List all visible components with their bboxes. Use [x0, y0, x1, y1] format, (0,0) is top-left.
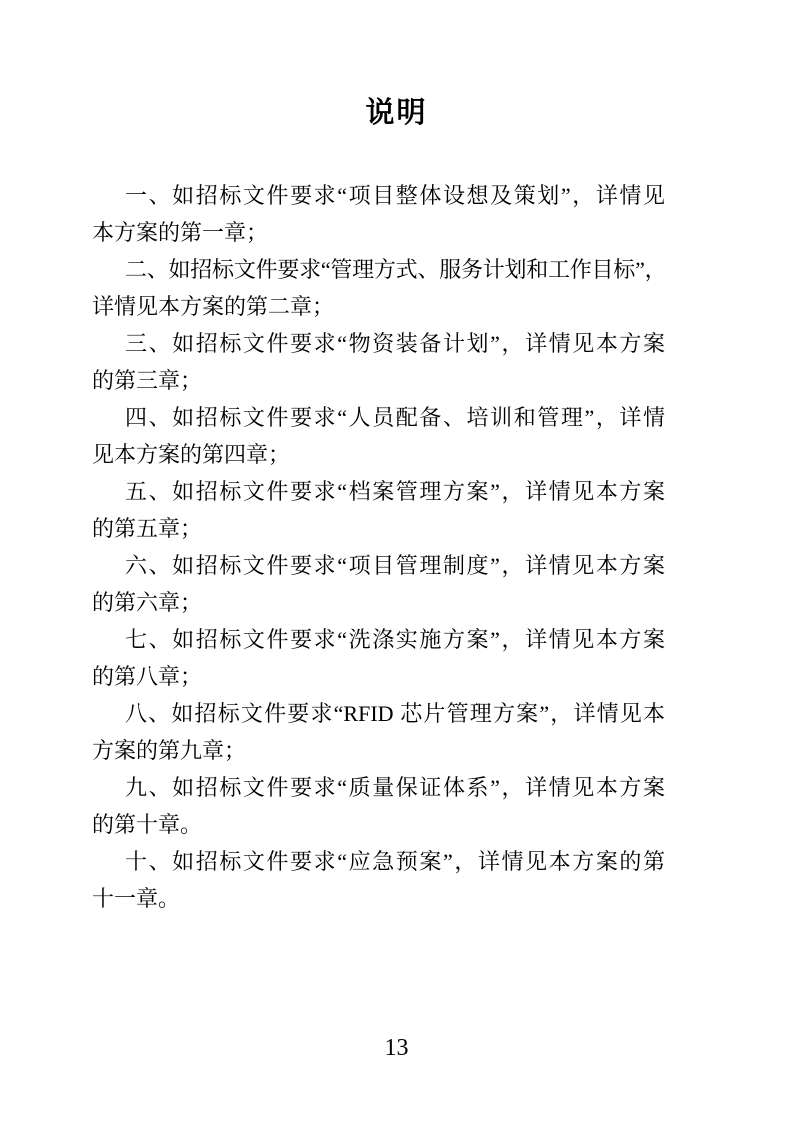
body-line: 三、如招标文件要求“物资装备计划”，详情见本方案: [125, 331, 665, 356]
paragraph-8: [92, 695, 665, 769]
body-line: 方案的第九章；: [92, 738, 247, 763]
body-line: 九、如招标文件要求“质量保证体系”，详情见本方案: [125, 775, 665, 800]
body-line: 见本方案的第四章；: [92, 442, 291, 467]
body-line: 的第六章；: [92, 590, 203, 615]
paragraph-1: [92, 177, 665, 251]
paragraph-6: [92, 547, 665, 621]
paragraph-2: [92, 251, 665, 325]
paragraph-10: [92, 843, 665, 917]
body-line: 十一章。: [92, 886, 181, 911]
document-body: [92, 177, 665, 917]
paragraph-4: [92, 399, 665, 473]
paragraph-3: [92, 325, 665, 399]
paragraph-7: [92, 621, 665, 695]
body-line: 七、如招标文件要求“洗涤实施方案”，详情见本方案: [125, 627, 665, 652]
body-line: 八、如招标文件要求“RFID 芯片管理方案”，详情见本: [125, 701, 665, 726]
body-line: 的第五章；: [92, 516, 203, 541]
body-line: 的第八章；: [92, 664, 203, 689]
body-line: 十、如招标文件要求“应急预案”，详情见本方案的第: [125, 849, 665, 874]
body-line: 五、如招标文件要求“档案管理方案”，详情见本方案: [125, 479, 665, 504]
body-line: 详情见本方案的第二章；: [92, 294, 335, 319]
body-line: 一、如招标文件要求“项目整体设想及策划”，详情见: [125, 183, 665, 208]
paragraph-5: [92, 473, 665, 547]
body-line: 本方案的第一章；: [92, 220, 269, 245]
body-line: 的第十章。: [92, 812, 203, 837]
body-line: 四、如招标文件要求“人员配备、培训和管理”，详情: [125, 405, 665, 430]
body-line: 二、如招标文件要求“管理方式、服务计划和工作目标”，: [125, 257, 665, 282]
page-title: 说明: [365, 97, 428, 129]
paragraph-9: [92, 769, 665, 843]
body-line: 的第三章；: [92, 368, 203, 393]
body-line: 六、如招标文件要求“项目管理制度”，详情见本方案: [125, 553, 665, 578]
page-number: 13: [384, 1035, 409, 1061]
